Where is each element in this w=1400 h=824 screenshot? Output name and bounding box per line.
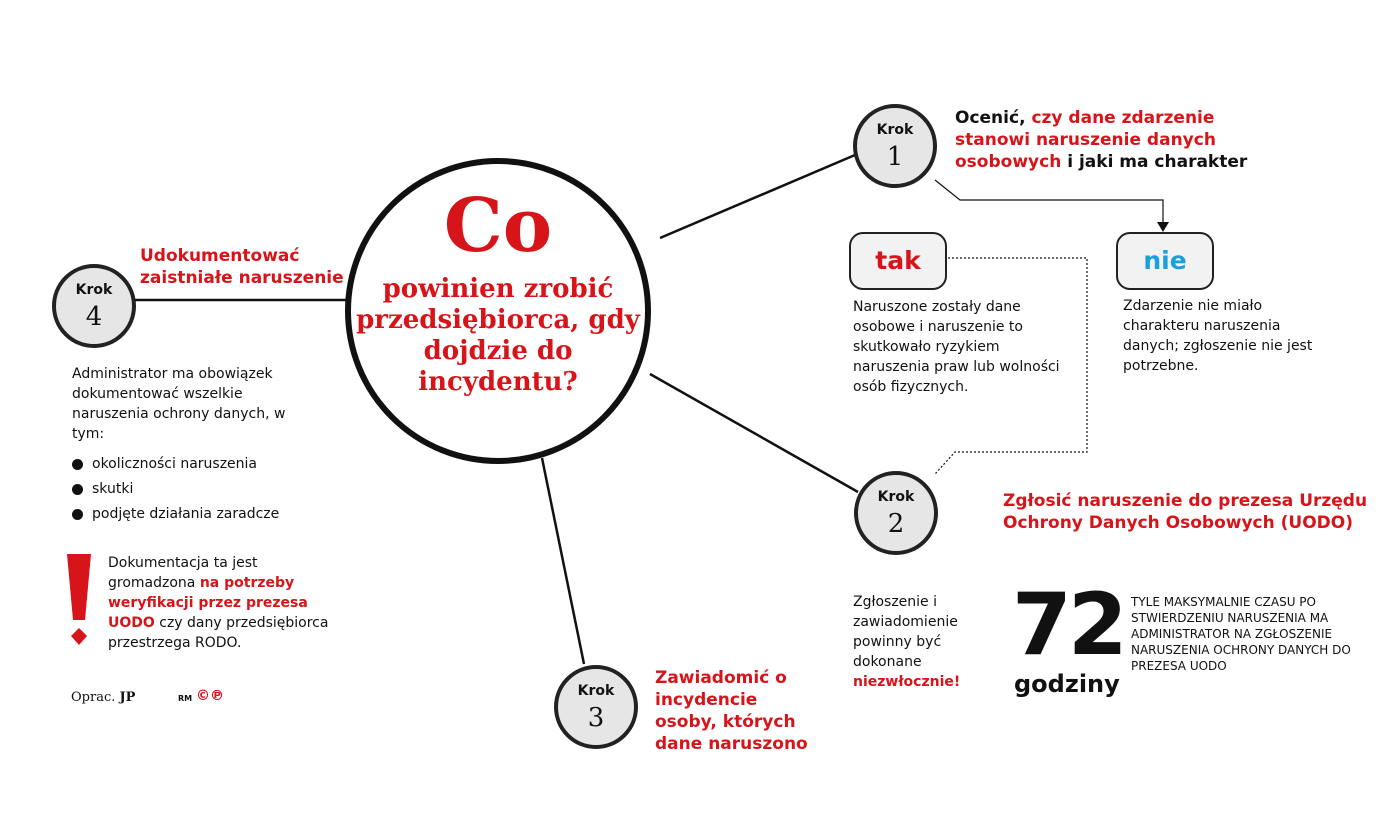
- credits-label: Oprac.: [71, 690, 116, 705]
- step1-circle: [853, 104, 937, 188]
- line-center-step2: [650, 374, 858, 492]
- line-center-step3: [542, 458, 584, 664]
- hours-caption: TYLE MAKSYMALNIE CZASU PO STWIERDZENIU NARUSZENIA MA ADMINISTRATOR NA ZGŁOSZENIE NARUSZENIA OCHRONY DANYCH DO PREZESA UODO: [1131, 595, 1351, 673]
- step2-note: [853, 592, 1003, 692]
- step1-text-b: i jaki ma charakter: [1061, 152, 1248, 172]
- step3-circle: [554, 665, 638, 749]
- tak-box: [849, 232, 947, 290]
- step4-word: Krok: [75, 282, 113, 298]
- arrow-down-icon: [1157, 222, 1169, 232]
- center-question: powinien zrobić przedsiębiorca, gdy dojdzie do incydentu?: [356, 274, 640, 397]
- step4-bullet: okoliczności naruszenia: [72, 452, 332, 477]
- step2-note-a: Zgłoszenie i zawiadomienie powinny być dokonane: [853, 594, 958, 670]
- step4-title: Udokumentować zaistniałe naruszenie: [140, 246, 344, 288]
- nie-box: [1116, 232, 1214, 290]
- step1-text-red: czy dane zdarzenie stanowi naruszenie danych osobowych: [955, 108, 1216, 172]
- warning-text-a: Dokumentacja ta jest gromadzona: [108, 555, 258, 591]
- credits-author: JP: [119, 690, 136, 705]
- credits-small: RM: [178, 694, 193, 703]
- arrow-step1-nie: [935, 180, 1163, 226]
- tak-text: Naruszone zostały dane osobowe i naruszenie to skutkowało ryzykiem naruszenia praw lub wolności osób fizycznych.: [853, 299, 1060, 395]
- step4-circle: [52, 264, 136, 348]
- step4-bullet: skutki: [72, 477, 332, 502]
- step4-bullet: podjęte działania zaradcze: [72, 502, 332, 527]
- step1-number: 1: [886, 142, 904, 172]
- step2-number: 2: [887, 509, 905, 539]
- step4-intro: Administrator ma obowiązek dokumentować wszelkie naruszenia ochrony danych, w tym:: [72, 366, 286, 442]
- hours-number: 72: [1012, 575, 1124, 675]
- step3-word: Krok: [577, 683, 615, 699]
- step1-word: Krok: [876, 122, 914, 138]
- center-co: Co: [443, 183, 553, 269]
- credits-logo: ©℗: [196, 688, 224, 704]
- step4-number: 4: [85, 302, 103, 332]
- exclamation-icon: [64, 552, 94, 648]
- center-circle: [345, 158, 651, 464]
- step2-word: Krok: [877, 489, 915, 505]
- step1-title: [955, 107, 1255, 173]
- credits: [71, 690, 135, 705]
- step3-number: 3: [587, 703, 605, 733]
- step4-warning: [108, 553, 338, 653]
- step3-title: Zawiadomić o incydencie osoby, których dane naruszono: [655, 668, 808, 754]
- step2-title: Zgłosić naruszenie do prezesa Urzędu Ochrony Danych Osobowych (UODO): [1003, 491, 1368, 533]
- warning-text-red: na potrzeby weryfikacji przez prezesa UODO: [108, 575, 308, 631]
- hours-unit: godziny: [1014, 670, 1120, 698]
- nie-label: nie: [1143, 246, 1187, 275]
- step1-text-a: Ocenić,: [955, 108, 1032, 128]
- tak-label: tak: [875, 246, 921, 275]
- nie-text: Zdarzenie nie miało charakteru naruszenia danych; zgłoszenie nie jest potrzebne.: [1123, 298, 1313, 374]
- step2-circle: [854, 471, 938, 555]
- step4-bullet-list: [72, 452, 332, 527]
- warning-text-b: czy dany przedsiębiorca przestrzega RODO.: [108, 615, 329, 651]
- step2-note-red: niezwłocznie!: [853, 674, 961, 690]
- line-center-step1: [660, 155, 855, 238]
